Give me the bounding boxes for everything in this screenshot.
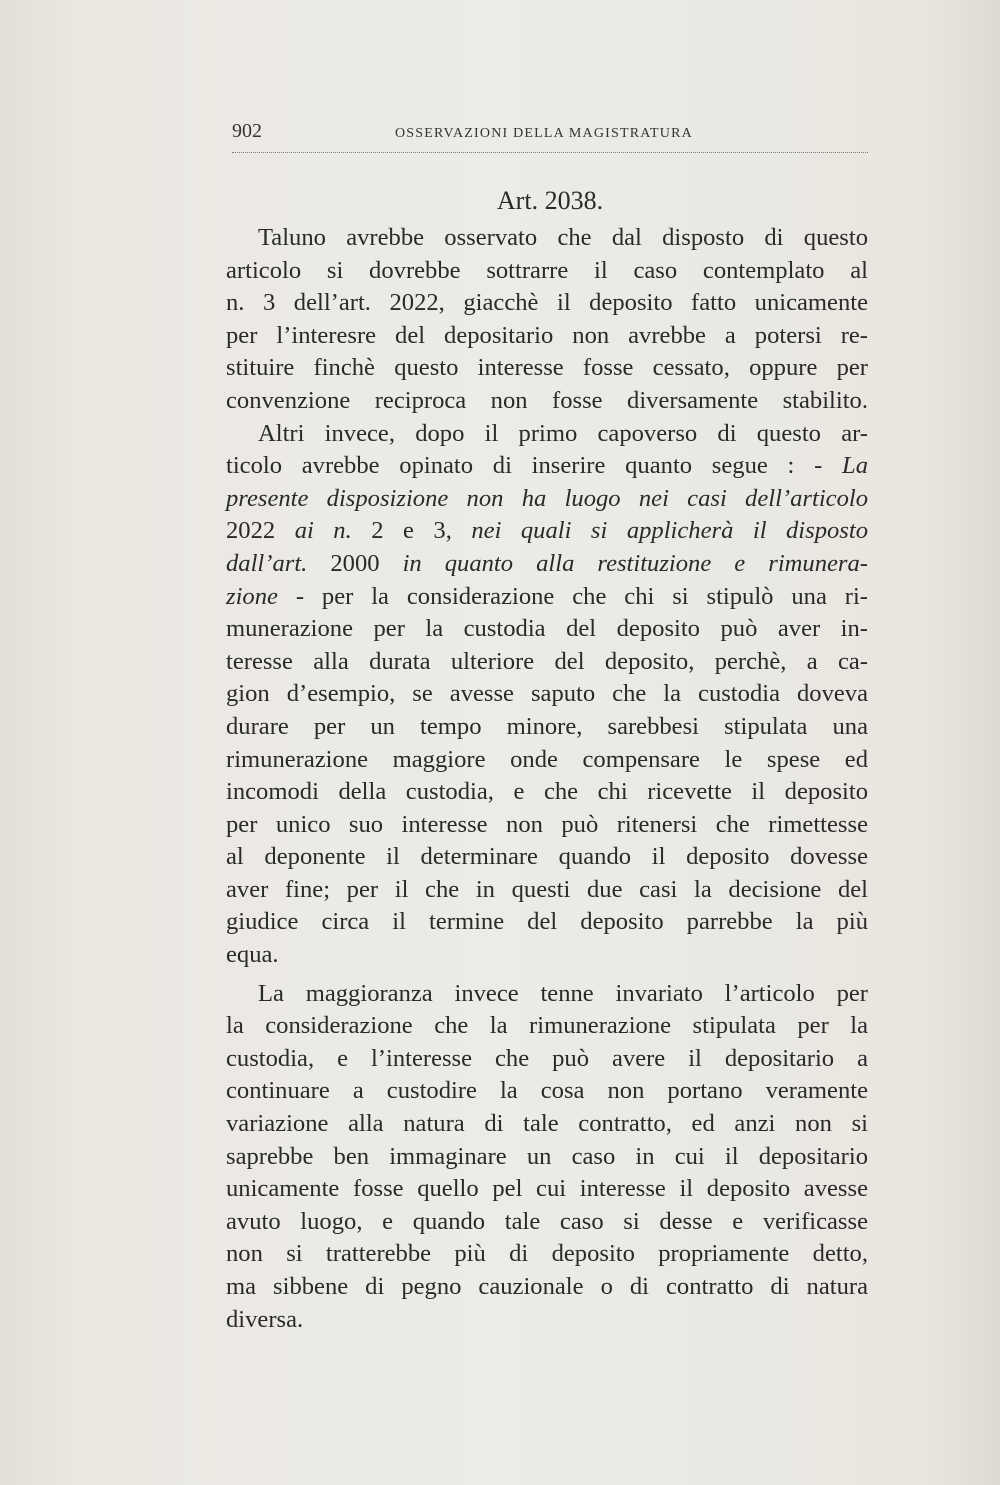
italic-span: ai n.: [294, 517, 372, 545]
text-span: 2 e 3,: [371, 517, 472, 545]
text-line: aver fine; per il che in questi due casi la decisione del: [226, 875, 868, 903]
text-line: gion d’esempio, se avesse saputo che la custodia doveva: [226, 680, 868, 708]
text-line: non si tratterebbe più di deposito propriamente detto,: [226, 1240, 868, 1268]
text-line: stituire finchè questo interesse fosse cessato, oppure per: [226, 354, 868, 382]
text-line: articolo si dovrebbe sottrarre il caso contemplato al: [226, 256, 868, 284]
article-heading: Art. 2038.: [496, 186, 604, 215]
text-span: ticolo avrebbe opinato di inserire quanto segue : -: [226, 452, 843, 480]
text-line: continuare a custodire la cosa non portano veramente: [226, 1077, 868, 1105]
text-line: diversa.: [226, 1305, 304, 1333]
text-line: teresse alla durata ulteriore del deposito, perchè, a ca-: [226, 647, 868, 675]
text-line: [226, 581, 868, 614]
paragraph-3: [226, 978, 868, 1337]
text-line: munerazione per la custodia del deposito può aver in-: [226, 615, 868, 643]
text-line: custodia, e l’interesse che può avere il depositario a: [226, 1044, 868, 1072]
paragraph-1: [226, 222, 868, 418]
text-line: ma sibbene di pegno cauzionale o di contratto di natura: [226, 1273, 868, 1300]
text-line: variazione alla natura di tale contratto, ed anzi non si: [226, 1110, 868, 1138]
text-line: avuto luogo, e quando tale caso si desse e verificasse: [226, 1207, 868, 1235]
text-line: per l’interesre del depositario non avrebbe a potersi re-: [226, 321, 868, 349]
text-line: al deponente il determinare quando il deposito dovesse: [226, 843, 868, 871]
text-line: per unico suo interesse non può ritenersi che rimettesse: [226, 810, 868, 838]
page-header: [232, 118, 868, 153]
text-line: La maggioranza invece tenne invariato l’articolo per: [258, 979, 868, 1007]
running-title: OSSERVAZIONI DELLA MAGISTRATURA: [395, 126, 693, 141]
text-line: Taluno avrebbe osservato che dal disposto di questo: [258, 224, 868, 251]
italic-span: dall’art.: [226, 549, 331, 577]
text-span: - per la considerazione che chi si stipulò una ri-: [277, 582, 868, 610]
text-line: durare per un tempo minore, sarebbesi stipulata una: [226, 712, 868, 740]
text-line: rimunerazione maggiore onde compensare le spese ed: [226, 745, 868, 773]
text-line: convenzione reciproca non fosse diversamente stabilito.: [226, 386, 868, 414]
text-line: unicamente fosse quello pel cui interesse il deposito avesse: [226, 1175, 868, 1203]
italic-span: La: [842, 452, 868, 480]
text-line: [226, 515, 868, 548]
text-line: Altri invece, dopo il primo capoverso di questo ar-: [258, 419, 868, 447]
italic-span: zione: [226, 582, 278, 610]
body-text: [226, 222, 868, 1336]
text-line: presente disposizione non ha luogo nei casi dell’articolo: [226, 484, 868, 512]
text-line: [226, 548, 868, 581]
text-line: incomodi della custodia, e che chi ricevette il deposito: [226, 778, 868, 806]
text-line: giudice circa il termine del deposito parrebbe la più: [226, 908, 868, 936]
text-line: n. 3 dell’art. 2022, giacchè il deposito fatto unicamente: [226, 289, 868, 317]
text-line: saprebbe ben immaginare un caso in cui il depositario: [226, 1142, 868, 1170]
text-line: equa.: [226, 941, 279, 969]
paragraph-2: [226, 418, 868, 972]
text-line: [226, 450, 868, 483]
page-number: 902: [232, 120, 262, 142]
text-line: la considerazione che la rimunerazione stipulata per la: [226, 1012, 868, 1040]
text-span: 2000: [330, 549, 403, 577]
text-span: 2022: [226, 517, 295, 545]
italic-span: in quanto alla restituzione e rimunera-: [402, 549, 868, 577]
italic-span: nei quali si applicherà il disposto: [471, 517, 869, 545]
